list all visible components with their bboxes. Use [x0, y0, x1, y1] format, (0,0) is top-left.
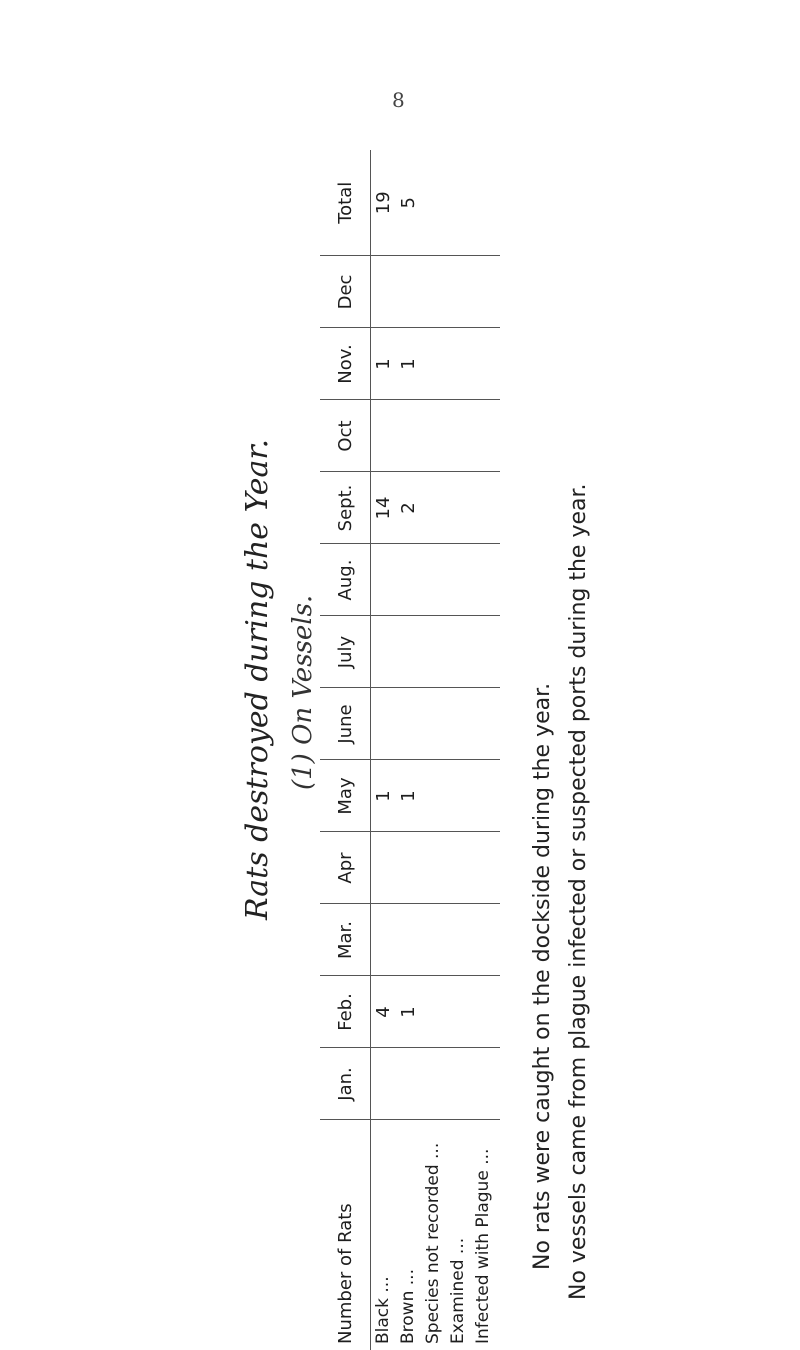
total-header: Total — [320, 150, 371, 256]
table-cell: 19 — [373, 191, 395, 215]
page-title: Rats destroyed during the Year. — [240, 438, 275, 920]
month-cell — [371, 688, 500, 760]
month-header: Jan. — [320, 1048, 371, 1120]
month-header: Nov. — [320, 328, 371, 400]
month-cell — [371, 472, 500, 544]
table-cell: 2 — [398, 502, 420, 514]
row-label-infected: Infected with Plague ... — [473, 1148, 494, 1344]
month-header: June — [320, 688, 371, 760]
table-cell: 5 — [398, 197, 420, 209]
label-header: Number of Rats — [320, 1120, 371, 1350]
month-cell — [371, 256, 500, 328]
month-cell — [371, 760, 500, 832]
table-header-row — [320, 150, 371, 1350]
month-header: Sept. — [320, 472, 371, 544]
note-vessels: No vessels came from plague infected or suspected ports during the year. — [566, 483, 591, 1300]
total-cell — [371, 150, 500, 256]
row-labels — [371, 1120, 500, 1350]
row-label-brown: Brown ... — [398, 1269, 419, 1344]
page-subtitle: (1) On Vessels. — [288, 594, 318, 790]
month-header: Aug. — [320, 544, 371, 616]
month-header: Mar. — [320, 904, 371, 976]
note-dockside: No rats were caught on the dockside during the year. — [530, 682, 555, 1270]
month-header: Apr — [320, 832, 371, 904]
month-cell — [371, 400, 500, 472]
row-label-examined: Examined ... — [448, 1237, 469, 1344]
table-cell: 1 — [398, 358, 420, 370]
month-header: July — [320, 616, 371, 688]
month-header: Dec — [320, 256, 371, 328]
month-cell — [371, 904, 500, 976]
table-cell: 1 — [398, 1006, 420, 1018]
row-label-species: Species not recorded ... — [423, 1142, 444, 1344]
table-cell: 1 — [373, 358, 395, 370]
month-header: May — [320, 760, 371, 832]
month-cell — [371, 976, 500, 1048]
month-cell — [371, 1048, 500, 1120]
table-body-row — [371, 150, 500, 1350]
month-cell — [371, 832, 500, 904]
table-cell: 1 — [373, 790, 395, 802]
table-cell: 14 — [373, 496, 395, 520]
page-number: 8 — [392, 88, 405, 112]
month-cell — [371, 616, 500, 688]
month-header: Feb. — [320, 976, 371, 1048]
row-label-black: Black ... — [373, 1276, 394, 1344]
month-cell — [371, 328, 500, 400]
rats-table — [320, 150, 500, 1350]
table-cell: 1 — [398, 790, 420, 802]
month-cell — [371, 544, 500, 616]
month-header: Oct — [320, 400, 371, 472]
table-cell: 4 — [373, 1006, 395, 1018]
